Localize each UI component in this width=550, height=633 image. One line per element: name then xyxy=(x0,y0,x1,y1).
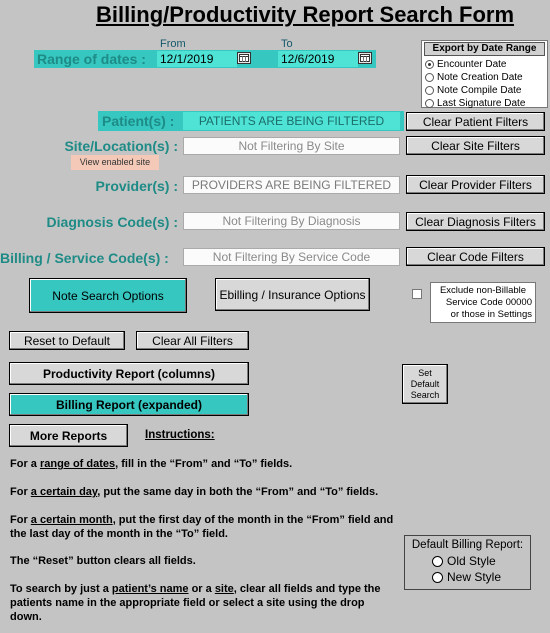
instruction-month: For a certain month, put the first day of the month in the “From” field and the last day of the month in the “To” field. xyxy=(10,514,394,540)
from-label: From xyxy=(160,38,186,50)
page-title: Billing/Productivity Report Search Form xyxy=(95,2,515,27)
radio-icon[interactable] xyxy=(432,572,443,583)
instruction-day: For a certain day, put the same day in both the “From” and “To” fields. xyxy=(10,486,379,498)
set-default-search-button[interactable]: Set Default Search xyxy=(402,364,448,404)
site-filter-field[interactable]: Not Filtering By Site xyxy=(183,137,400,155)
radio-icon[interactable] xyxy=(425,60,434,69)
billing-code-label: Billing / Service Code(s) : xyxy=(0,250,169,266)
radio-icon[interactable] xyxy=(425,73,434,82)
patient-label: Patient(s) : xyxy=(102,113,175,129)
export-date-range-panel xyxy=(421,40,548,108)
instructions-heading: Instructions: xyxy=(145,429,215,441)
reset-to-default-button[interactable]: Reset to Default xyxy=(9,331,125,350)
diagnosis-label: Diagnosis Code(s) : xyxy=(46,214,178,230)
clear-diagnosis-filters-button[interactable]: Clear Diagnosis Filters xyxy=(406,212,545,231)
export-option-encounter[interactable]: Encounter Date xyxy=(425,58,547,71)
exclude-checkbox[interactable] xyxy=(412,289,422,299)
export-option-note-compile[interactable]: Note Compile Date xyxy=(425,84,547,97)
radio-icon[interactable] xyxy=(432,556,443,567)
provider-label: Provider(s) : xyxy=(95,178,178,194)
to-calendar-icon[interactable] xyxy=(358,52,372,64)
to-label: To xyxy=(281,38,293,50)
clear-all-filters-button[interactable]: Clear All Filters xyxy=(136,331,249,350)
exclude-note: Exclude non-Billable Service Code 00000 or those in Settings xyxy=(430,282,536,323)
new-style-option[interactable]: New Style xyxy=(432,569,530,585)
radio-icon[interactable] xyxy=(425,86,434,95)
diagnosis-filter-field[interactable]: Not Filtering By Diagnosis xyxy=(183,212,400,230)
provider-filter-field[interactable]: PROVIDERS ARE BEING FILTERED xyxy=(183,176,400,194)
instruction-reset: The “Reset” button clears all fields. xyxy=(10,555,196,567)
ebilling-insurance-options-button[interactable]: Ebilling / Insurance Options xyxy=(215,278,370,311)
view-enabled-site-link[interactable]: View enabled site xyxy=(71,155,159,170)
instruction-patient-site: To search by just a patient’s name or a site, clear all fields and type the patients name in the appropriate field or select a site using the drop down. xyxy=(10,583,381,623)
to-date-field[interactable]: 12/6/2019 xyxy=(278,51,358,67)
clear-patient-filters-button[interactable]: Clear Patient Filters xyxy=(406,112,545,131)
from-calendar-icon[interactable] xyxy=(237,52,251,64)
radio-icon[interactable] xyxy=(425,99,434,108)
billing-code-filter-field[interactable]: Not Filtering By Service Code xyxy=(183,248,400,266)
default-billing-report-panel xyxy=(404,535,531,590)
from-date-field[interactable]: 12/1/2019 xyxy=(157,51,237,67)
instruction-range: For a range of dates, fill in the “From” and “To” fields. xyxy=(10,458,293,470)
note-search-options-button[interactable]: Note Search Options xyxy=(29,278,187,313)
more-reports-button[interactable]: More Reports xyxy=(9,424,128,447)
export-option-last-signature[interactable]: Last Signature Date xyxy=(425,97,547,110)
date-range-label: Range of dates : xyxy=(37,51,146,67)
export-option-note-creation[interactable]: Note Creation Date xyxy=(425,71,547,84)
clear-provider-filters-button[interactable]: Clear Provider Filters xyxy=(406,175,545,194)
productivity-report-button[interactable]: Productivity Report (columns) xyxy=(9,362,249,385)
old-style-option[interactable]: Old Style xyxy=(432,553,530,569)
clear-site-filters-button[interactable]: Clear Site Filters xyxy=(406,136,545,155)
billing-report-button[interactable]: Billing Report (expanded) xyxy=(9,393,249,416)
default-billing-header: Default Billing Report: xyxy=(411,539,524,551)
patient-filter-field[interactable]: PATIENTS ARE BEING FILTERED xyxy=(183,112,400,130)
site-label: Site/Location(s) : xyxy=(64,138,178,154)
export-header: Export by Date Range xyxy=(424,42,545,56)
clear-code-filters-button[interactable]: Clear Code Filters xyxy=(406,247,545,266)
